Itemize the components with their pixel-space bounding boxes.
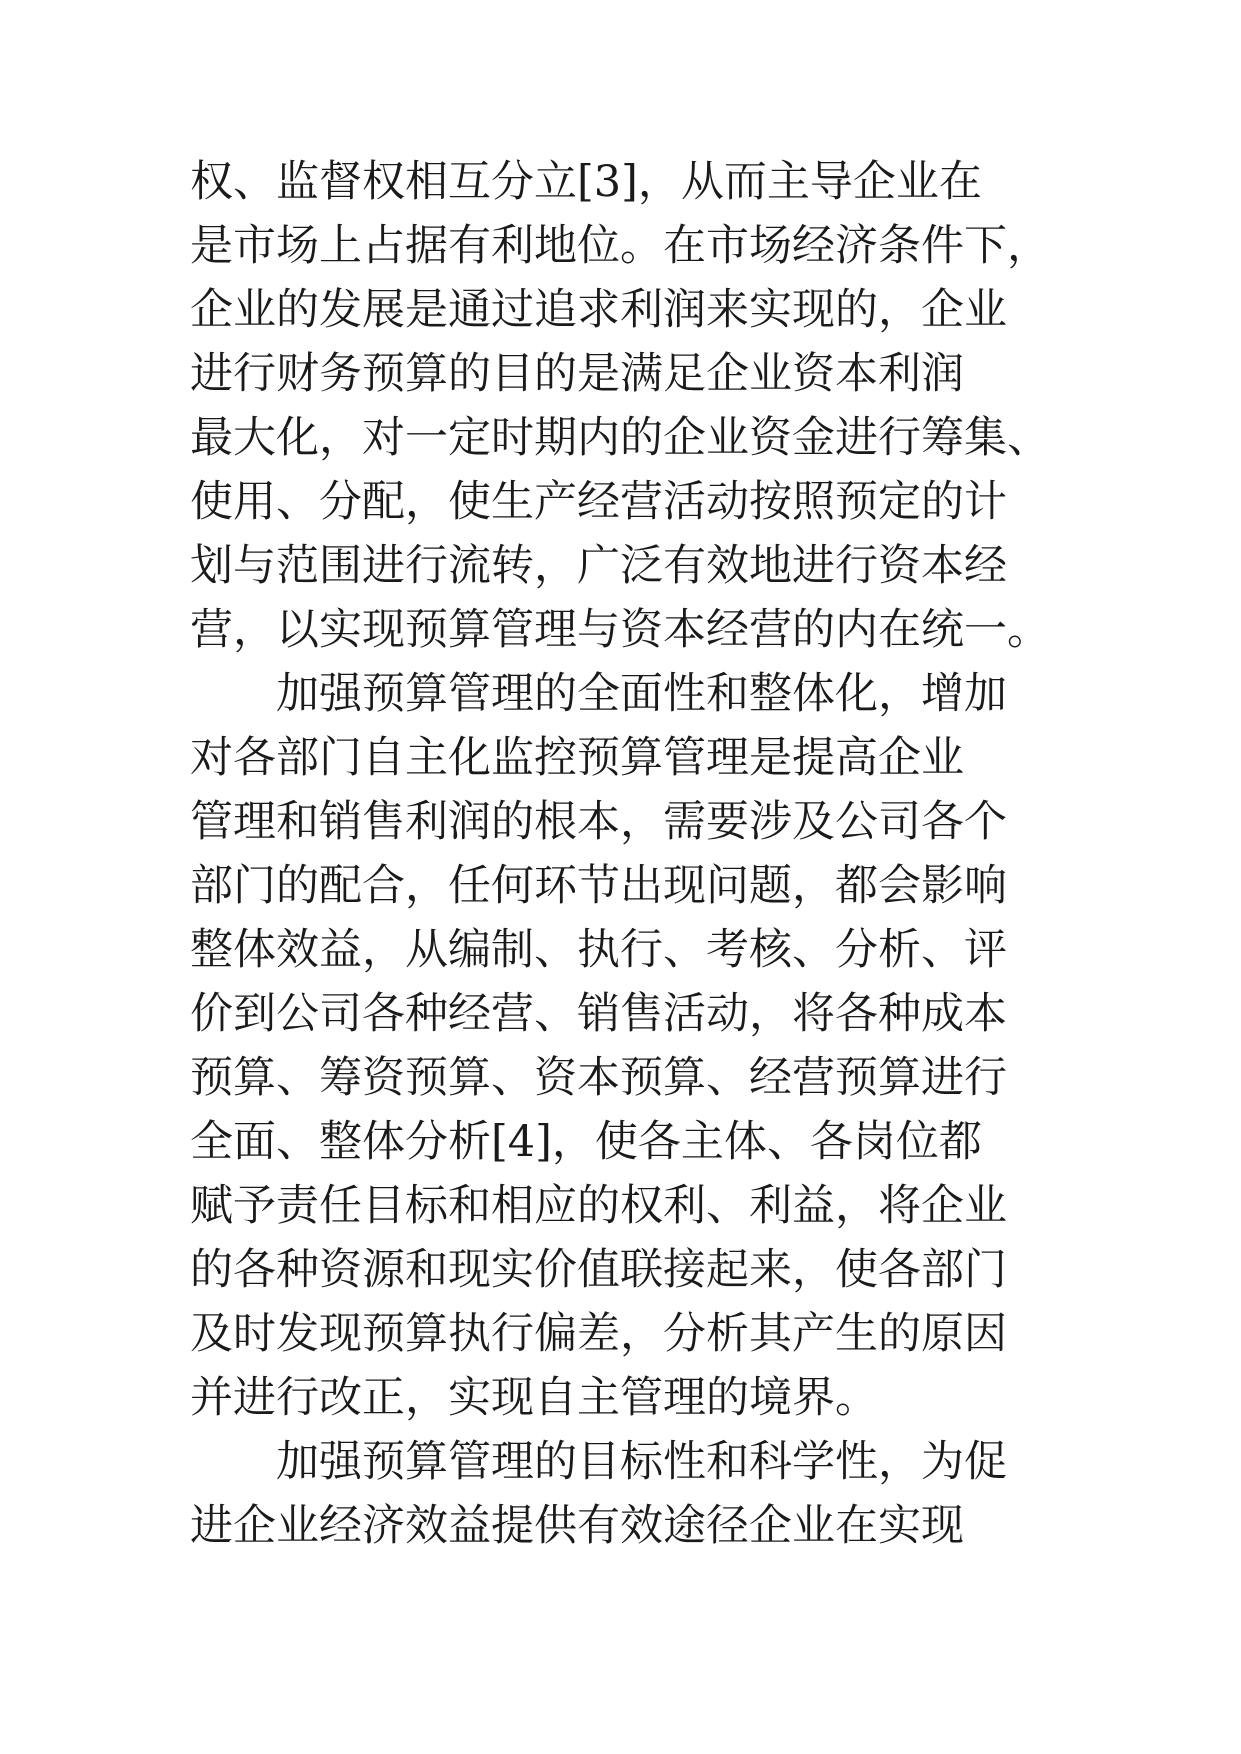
text-line: 管理和销售利润的根本，需要涉及公司各个 [190, 797, 1007, 847]
text-line: 进企业经济效益提供有效途径企业在实现 [190, 1501, 964, 1551]
text-line: 预算、筹资预算、资本预算、经营预算进行 [190, 1053, 1007, 1103]
text-line: 使用、分配，使生产经营活动按照预定的计 [190, 477, 1007, 527]
text-line: 划与范围进行流转，广泛有效地进行资本经 [190, 541, 1007, 591]
paragraph-start-line: 加强预算管理的全面性和整体化，增加 [190, 669, 1007, 719]
text-line: 部门的配合，任何环节出现问题，都会影响 [190, 861, 1007, 911]
text-line: 的各种资源和现实价值联接起来，使各部门 [190, 1245, 1007, 1295]
text-line: 全面、整体分析[4]，使各主体、各岗位都 [190, 1117, 982, 1167]
text-line: 赋予责任目标和相应的权利、利益，将企业 [190, 1181, 1007, 1231]
text-line: 权、监督权相互分立[3]，从而主导企业在 [190, 157, 982, 207]
text-line: 对各部门自主化监控预算管理是提高企业 [190, 733, 964, 783]
text-line: 是市场上占据有利地位。在市场经济条件下， [190, 221, 1050, 271]
text-line: 并进行改正，实现自主管理的境界。 [190, 1373, 878, 1423]
text-line: 整体效益，从编制、执行、考核、分析、评 [190, 925, 1007, 975]
body-text [190, 150, 1190, 1558]
text-line: 最大化，对一定时期内的企业资金进行筹集、 [190, 413, 1050, 463]
text-line: 价到公司各种经营、销售活动，将各种成本 [190, 989, 1007, 1039]
text-line: 营，以实现预算管理与资本经营的内在统一。 [190, 605, 1050, 655]
text-line: 及时发现预算执行偏差，分析其产生的原因 [190, 1309, 1007, 1359]
paragraph-start-line: 加强预算管理的目标性和科学性，为促 [190, 1437, 1007, 1487]
text-line: 企业的发展是通过追求利润来实现的，企业 [190, 285, 1007, 335]
text-line: 进行财务预算的目的是满足企业资本利润 [190, 349, 964, 399]
